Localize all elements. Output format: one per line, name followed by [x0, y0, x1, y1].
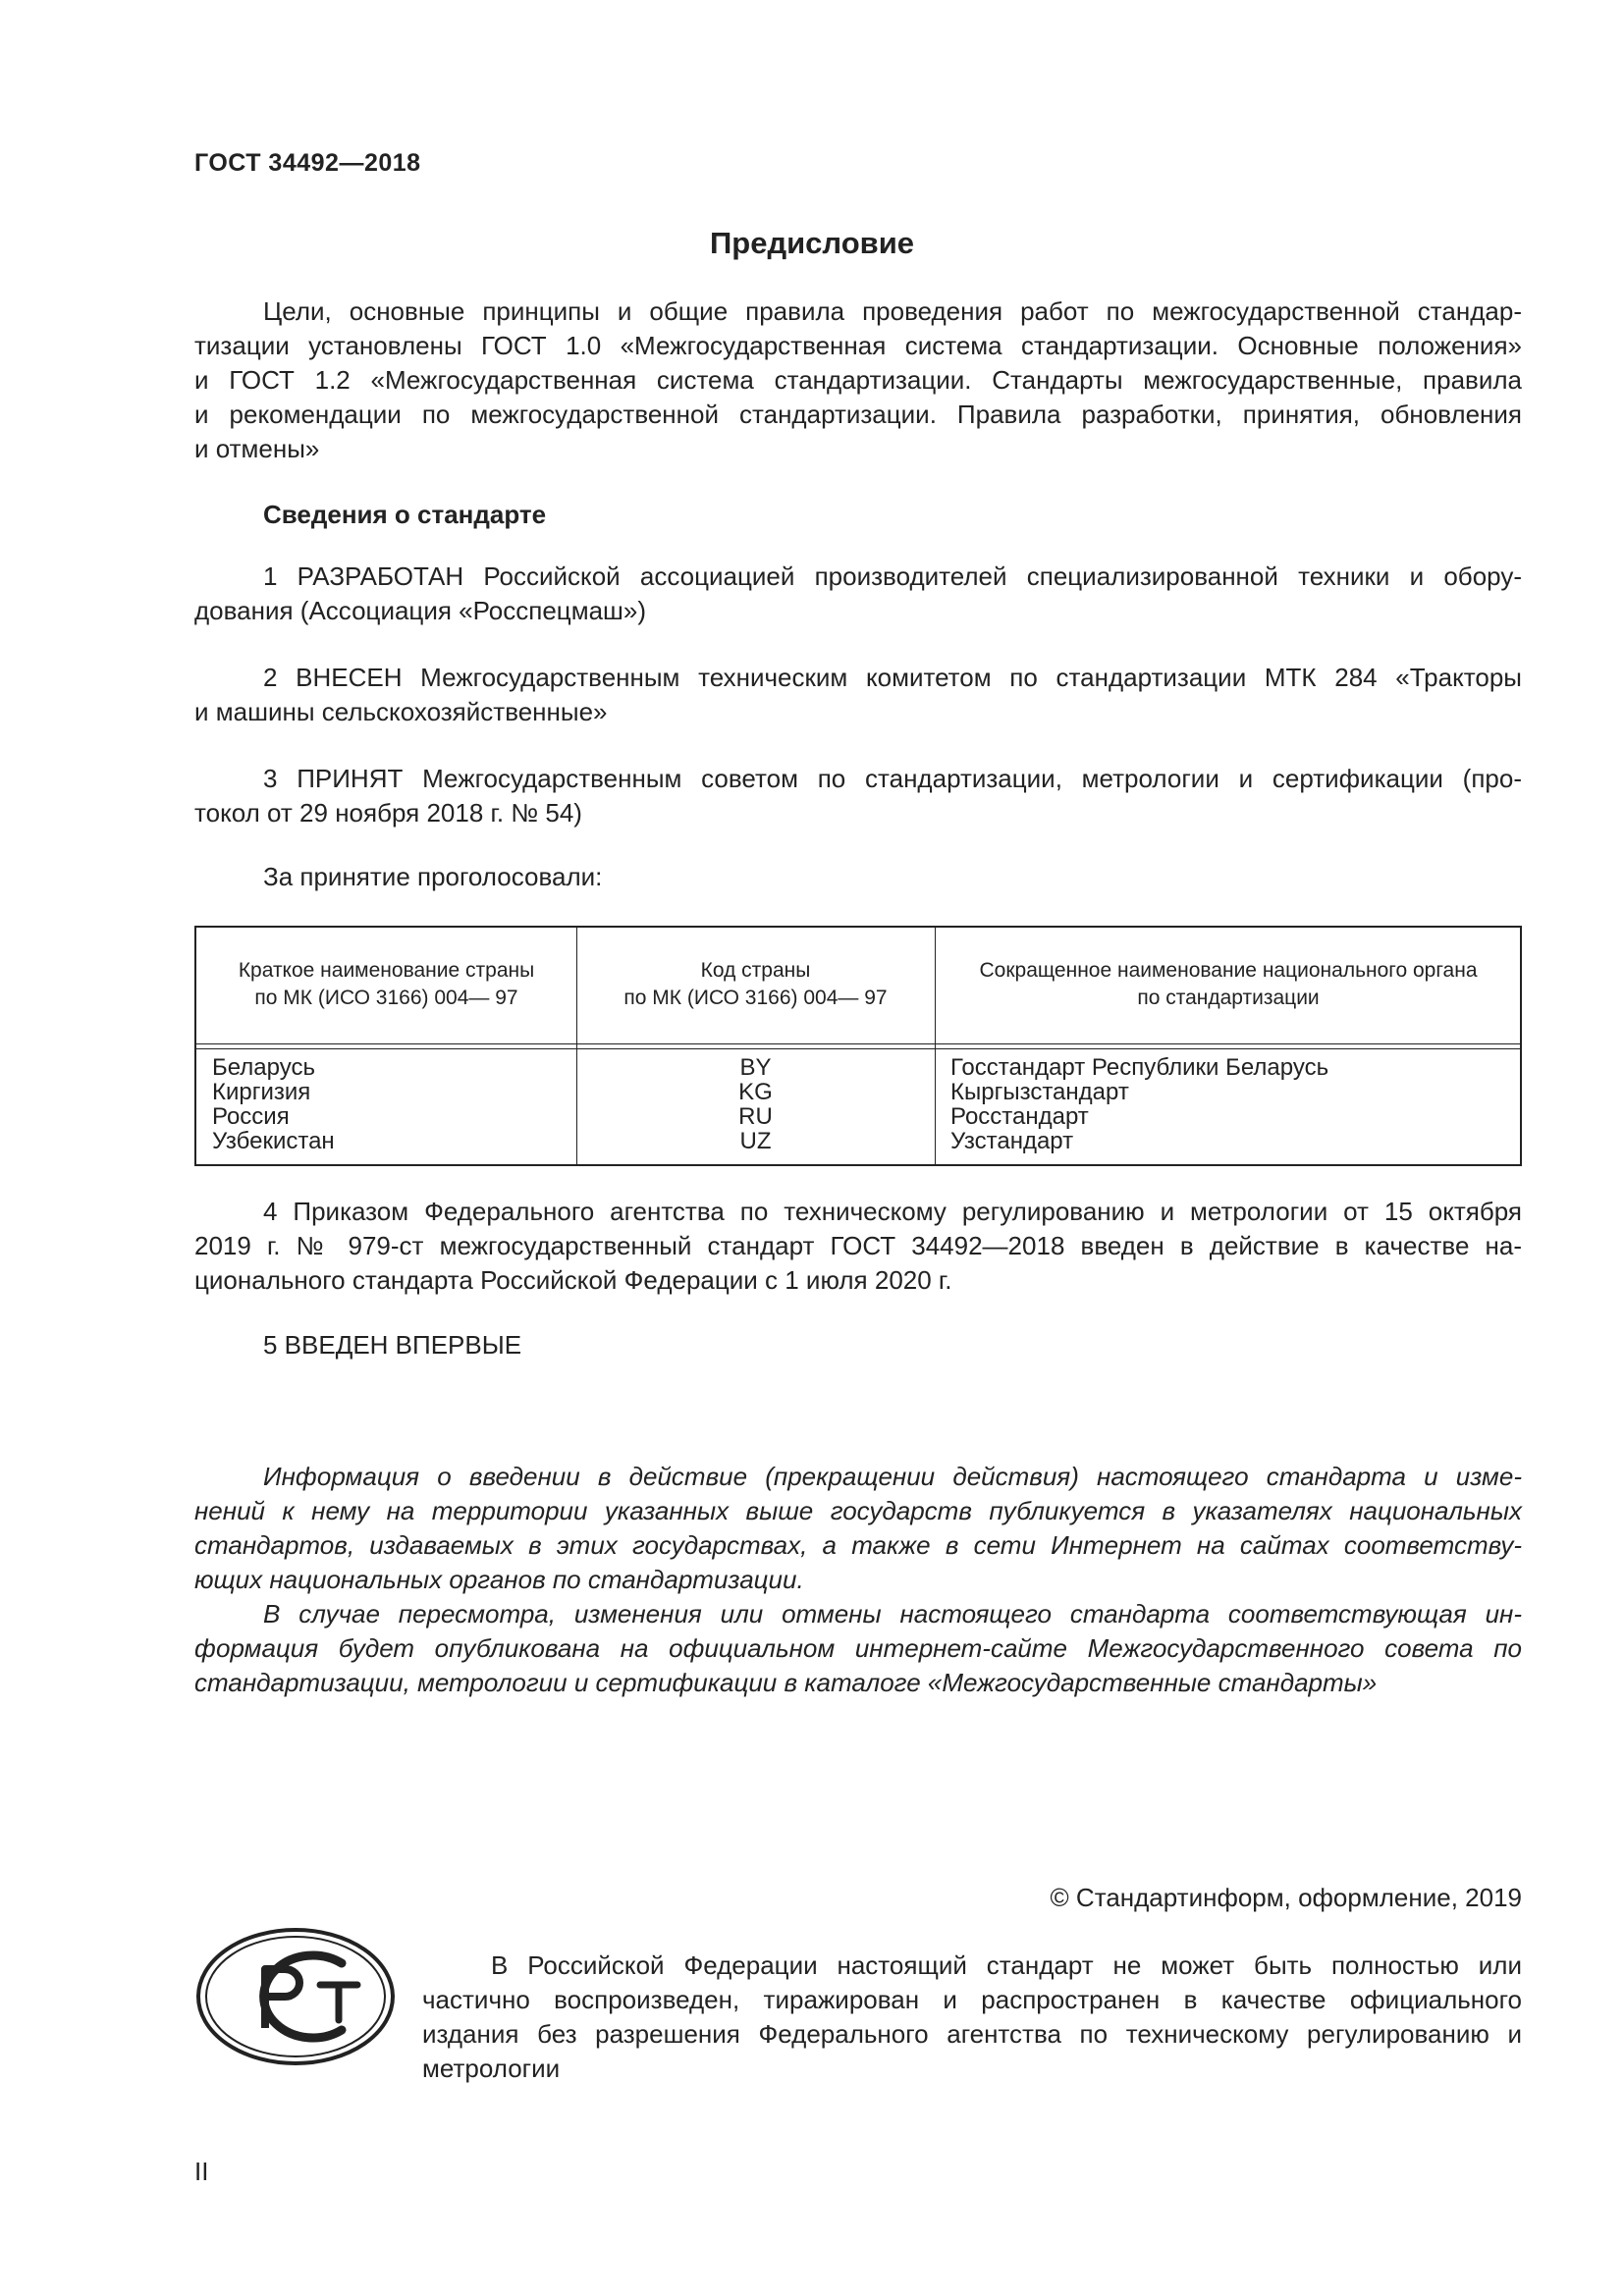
header-country-name: Краткое наименование страны по МК (ИСО 3166) 004— 97	[238, 959, 535, 1009]
country-code-column	[576, 1055, 935, 1153]
item-line: 1 РАЗРАБОТАН Российской ассоциацией производителей специализированной техники и обору-	[263, 561, 1522, 591]
intro-line: и ГОСТ 1.2 «Межгосударственная система стандартизации. Стандарты межгосударственные, правила	[194, 365, 1522, 395]
item-line: 3 ПРИНЯТ Межгосударственным советом по стандартизации, метрологии и сертификации (про-	[263, 764, 1522, 793]
table-cell: RU	[738, 1103, 773, 1130]
table-cell: Беларусь	[212, 1054, 315, 1081]
country-name-column	[196, 1055, 576, 1153]
item-line: 2 ВНЕСЕН Межгосударственным техническим комитетом по стандартизации МТК 284 «Тракторы	[263, 663, 1522, 692]
item-5-paragraph: 5 ВВЕДЕН ВПЕРВЫЕ	[263, 1330, 522, 1360]
item-line: 4 Приказом Федерального агентства по техническому регулированию и метрологии от 15 октября	[263, 1197, 1522, 1226]
rights-line: издания без разрешения Федерального агентства по техническому регулированию и	[422, 2019, 1522, 2049]
item-line: и машины сельскохозяйственные»	[194, 697, 608, 726]
italic-line: ющих национальных органов по стандартизации.	[194, 1565, 804, 1594]
table-cell: Киргизия	[212, 1079, 311, 1105]
item-3-paragraph	[194, 762, 1522, 830]
table-cell: KG	[738, 1079, 773, 1105]
table-cell: Россия	[212, 1103, 290, 1130]
national-body-column	[935, 1055, 1522, 1153]
rights-line: В Российской Федерации настоящий стандарт не может быть полностью или	[491, 1950, 1522, 1980]
standard-info-heading: Сведения о стандарте	[263, 500, 547, 529]
italic-line: нений к нему на территории указанных выше государств публикуется в указателях национальных	[194, 1496, 1522, 1525]
publication-info-paragraph	[194, 1460, 1522, 1597]
table-cell: BY	[739, 1054, 772, 1081]
header-country-code: Код страны по МК (ИСО 3166) 004— 97	[623, 959, 888, 1009]
rights-line: частично воспроизведен, тиражирован и распространен в качестве официального	[422, 1985, 1522, 2014]
intro-line: и рекомендации по межгосударственной стандартизации. Правила разработки, принятия, обновления	[194, 400, 1522, 429]
header-national-body: Сокращенное наименование национального органа по стандартизации	[979, 959, 1478, 1009]
italic-line: формация будет опубликована на официальном интернет-сайте Межгосударственного совета по	[194, 1633, 1522, 1663]
rights-line: метрологии	[422, 2054, 561, 2083]
table-header-row	[196, 928, 1520, 1044]
preface-title: Предисловие	[709, 226, 914, 260]
intro-paragraph	[194, 294, 1522, 466]
column-divider	[576, 928, 577, 1164]
item-line: токол от 29 ноября 2018 г. № 54)	[194, 798, 582, 828]
item-2-paragraph	[194, 661, 1522, 729]
table-body	[196, 1048, 1520, 1167]
vote-intro: За принятие проголосовали:	[263, 862, 603, 891]
column-divider	[935, 928, 936, 1164]
rst-certification-mark-icon	[194, 1926, 397, 2072]
italic-line: В случае пересмотра, изменения или отмены настоящего стандарта соответствующая ин-	[263, 1599, 1522, 1629]
intro-line: и отмены»	[194, 434, 320, 463]
item-line: 2019 г. № 979-ст межгосударственный стандарт ГОСТ 34492—2018 введен в действие в качестве на-	[194, 1231, 1522, 1260]
copyright-notice: © Стандартинформ, оформление, 2019	[1050, 1883, 1522, 1912]
table-cell: Госстандарт Республики Беларусь	[950, 1054, 1329, 1081]
intro-line: Цели, основные принципы и общие правила проведения работ по межгосударственной стандар-	[263, 296, 1522, 326]
document-id-header: ГОСТ 34492—2018	[194, 149, 421, 177]
item-4-paragraph	[194, 1195, 1522, 1298]
table-cell: Кыргызстандарт	[950, 1079, 1129, 1105]
voting-countries-table	[194, 926, 1522, 1166]
rights-notice	[422, 1949, 1522, 2086]
intro-line: тизации установлены ГОСТ 1.0 «Межгосударственная система стандартизации. Основные положения»	[194, 331, 1522, 360]
table-cell: Росстандарт	[950, 1103, 1089, 1130]
item-1-paragraph	[194, 560, 1522, 628]
page-number: II	[194, 2157, 209, 2186]
italic-line: стандартизации, метрологии и сертификации в каталоге «Межгосударственные стандарты»	[194, 1668, 1378, 1697]
table-cell: Узбекистан	[212, 1128, 335, 1154]
item-line: дования (Ассоциация «Росспецмаш»)	[194, 596, 647, 625]
italic-line: стандартов, издаваемых в этих государствах, а также в сети Интернет на сайтах соответству-	[194, 1530, 1522, 1560]
italic-line: Информация о введении в действие (прекращении действия) настоящего стандарта и изме-	[263, 1462, 1522, 1491]
revision-info-paragraph	[194, 1597, 1522, 1700]
table-cell: Узстандарт	[950, 1128, 1074, 1154]
item-line: ционального стандарта Российской Федерации с 1 июля 2020 г.	[194, 1265, 952, 1295]
table-cell: UZ	[739, 1128, 772, 1154]
